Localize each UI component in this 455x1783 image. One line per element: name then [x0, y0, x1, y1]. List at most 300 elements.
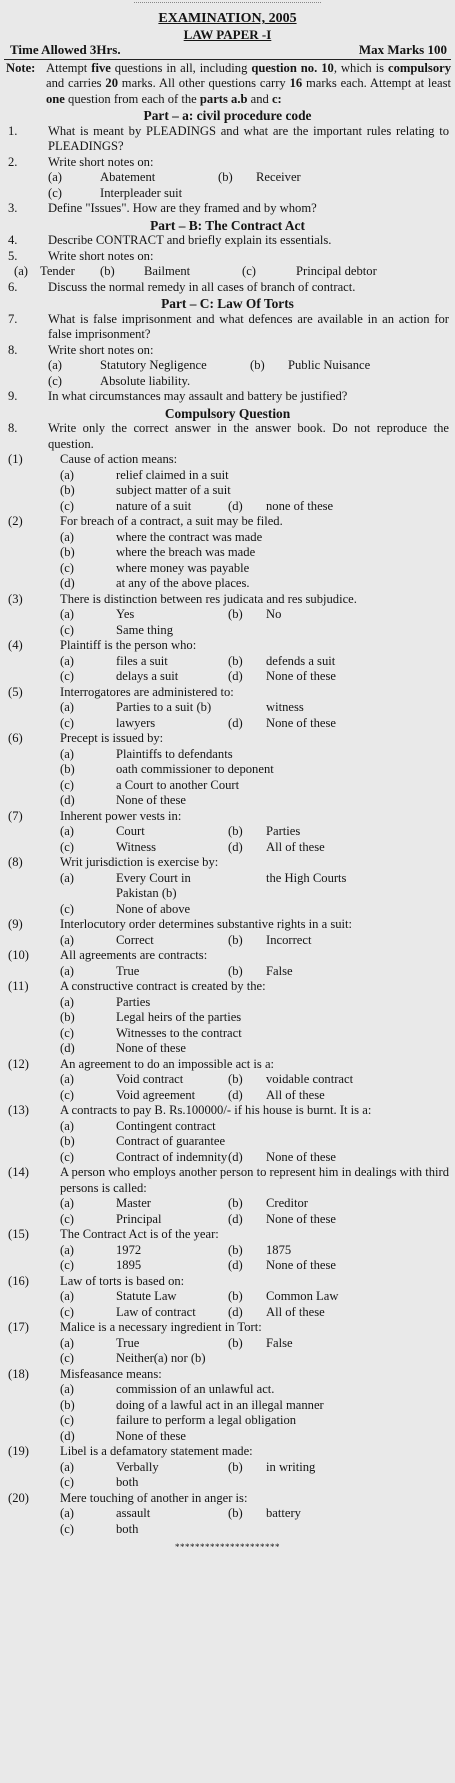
question-text: A person who employs another person to represent him in dealings with third persons is called: — [60, 1165, 449, 1195]
option-text: where the breach was made — [116, 545, 256, 559]
option-label: (a) — [60, 467, 74, 482]
option-row — [4, 374, 451, 390]
question-number: (14) — [8, 1165, 29, 1179]
option-label: (c) — [60, 777, 74, 792]
option-label: (c) — [48, 373, 62, 388]
option-text: doing of a lawful act in an illegal manner — [116, 1397, 324, 1412]
option-row — [4, 654, 451, 670]
mcq-question — [4, 1367, 451, 1383]
mcq-question — [4, 855, 451, 871]
option-label: (c) — [60, 839, 74, 854]
option-label: (c) — [60, 1304, 74, 1319]
option-row — [4, 499, 451, 515]
option-text: defends a suit — [266, 653, 336, 668]
part-c-heading: Part – C: Law Of Torts — [161, 296, 294, 311]
question-number: (20) — [8, 1490, 29, 1505]
question-number: (11) — [8, 979, 29, 993]
end-marker: ********************* — [175, 1542, 280, 1552]
option-label: (b) — [228, 1335, 243, 1350]
option-label: (d) — [228, 1149, 243, 1164]
option-text: Principal — [116, 1211, 162, 1226]
option-text: battery — [266, 1506, 301, 1520]
option-text: Neither(a) nor (b) — [116, 1351, 206, 1365]
option-label: (d) — [228, 715, 243, 730]
mcq-question — [4, 1491, 451, 1507]
question-number: 5. — [8, 248, 18, 263]
question-number: (2) — [8, 514, 23, 528]
option-text: All of these — [266, 1304, 325, 1319]
option-text: Common Law — [266, 1289, 339, 1303]
question-number: 2. — [8, 154, 18, 169]
option-label: (d) — [228, 1087, 243, 1102]
option-label: (c) — [242, 264, 256, 278]
question-number: 9. — [8, 389, 18, 403]
option-row — [4, 1351, 451, 1367]
option-label: (b) — [60, 1397, 75, 1412]
option-label: (b) — [228, 1196, 243, 1210]
option-text: Contract of guarantee — [116, 1134, 226, 1148]
option-text: the High Courts — [266, 870, 347, 885]
instructions-note — [4, 61, 451, 108]
option-text: None of these — [266, 1149, 336, 1164]
option-text: None of these — [266, 715, 336, 730]
option-label: (c) — [60, 622, 74, 637]
option-row — [4, 1475, 451, 1491]
option-text: None of these — [266, 669, 336, 683]
question-8 — [4, 343, 451, 359]
option-label: (a) — [60, 607, 74, 621]
option-row — [4, 716, 451, 732]
question-1 — [4, 124, 451, 155]
option-label: (a) — [60, 1459, 74, 1474]
question-text: Cause of action means: — [60, 452, 178, 466]
option-row — [4, 700, 451, 716]
question-number: 8. — [8, 342, 18, 357]
option-text: failure to perform a legal obligation — [116, 1413, 297, 1427]
question-number: 6. — [8, 279, 18, 294]
option-label: (b) — [228, 1506, 243, 1520]
option-text: Master — [116, 1196, 151, 1210]
option-row — [4, 483, 451, 499]
option-text: None of above — [116, 901, 191, 916]
option-row — [4, 545, 451, 561]
question-number: 8. — [8, 421, 18, 435]
option-row — [4, 1010, 451, 1026]
option-label: (c) — [60, 1521, 74, 1536]
mcq-question — [4, 948, 451, 964]
option-text: Every Court in Pakistan (b) — [116, 870, 191, 900]
question-text: The Contract Act is of the year: — [60, 1227, 219, 1241]
option-text: voidable contract — [266, 1072, 354, 1086]
option-row — [4, 1506, 451, 1522]
option-text: Witnesses to the contract — [116, 1025, 242, 1040]
question-text: For breach of a contract, a suit may be filed. — [60, 514, 283, 528]
mcq-question — [4, 638, 451, 654]
top-divider — [134, 2, 321, 9]
option-text: where the contract was made — [116, 529, 263, 544]
option-label: (c) — [60, 1475, 74, 1489]
option-text: 1895 — [116, 1258, 142, 1272]
option-row — [4, 1305, 451, 1321]
option-label: (d) — [228, 669, 243, 683]
option-text: Witness — [116, 839, 157, 854]
mcq-question — [4, 452, 451, 468]
option-text: Verbally — [116, 1459, 159, 1474]
option-row — [4, 1522, 451, 1538]
question-text: Discuss the normal remedy in all cases of branch of contract. — [48, 279, 356, 294]
question-number: (7) — [8, 808, 23, 823]
option-label: (c) — [60, 669, 74, 683]
compulsory-intro — [4, 421, 451, 452]
option-label: (a) — [60, 746, 74, 761]
question-number: 3. — [8, 201, 18, 215]
option-label — [228, 871, 266, 902]
option-label: (b) — [60, 1134, 75, 1148]
option-label: (a) — [60, 653, 74, 668]
option-text: Same thing — [116, 622, 174, 637]
mcq-question — [4, 1320, 451, 1336]
option-label: (b) — [228, 1459, 243, 1474]
question-text: Law of torts is based on: — [60, 1273, 185, 1288]
question-text: Misfeasance means: — [60, 1366, 162, 1381]
option-row — [4, 530, 451, 546]
option-text: relief claimed in a suit — [116, 467, 229, 482]
question-text: Libel is a defamatory statement made: — [60, 1444, 253, 1458]
option-label: (d) — [228, 498, 243, 513]
option-label: (d) — [60, 1428, 75, 1443]
option-label: (a) — [48, 358, 62, 372]
option-label: (a) — [60, 1289, 74, 1303]
option-label: (c) — [60, 498, 74, 513]
option-text: where money was payable — [116, 560, 250, 575]
question-text: Malice is a necessary ingredient in Tort: — [60, 1320, 262, 1334]
option-text: witness — [266, 700, 304, 714]
option-text: both — [116, 1475, 139, 1489]
option-row — [4, 561, 451, 577]
option-text: True — [116, 963, 140, 978]
option-text: Abatement — [100, 170, 156, 184]
option-label: (b) — [60, 1010, 75, 1024]
option-text: Principal debtor — [296, 264, 377, 278]
option-text: All of these — [266, 1087, 325, 1102]
option-label: (b) — [228, 932, 243, 947]
option-label: (a) — [60, 1196, 74, 1210]
mcq-question — [4, 809, 451, 825]
question-number: 7. — [8, 311, 18, 326]
option-text: in writing — [266, 1459, 316, 1474]
option-label: (d) — [60, 1041, 75, 1055]
option-label: (b) — [228, 607, 243, 621]
option-text: None of these — [266, 1211, 336, 1226]
option-text: subject matter of a suit — [116, 483, 231, 497]
question-number: (6) — [8, 731, 23, 745]
option-text: Receiver — [256, 170, 301, 184]
question-2 — [4, 155, 451, 171]
option-row — [4, 468, 451, 484]
option-label — [228, 700, 266, 716]
question-text: In what circumstances may assault and battery be justified? — [48, 389, 348, 403]
option-row — [4, 669, 451, 685]
option-label: (a) — [60, 824, 74, 838]
question-text: A contracts to pay B. Rs.100000/- if his house is burnt. It is a: — [60, 1103, 372, 1117]
paper-title: LAW PAPER -I — [183, 26, 272, 42]
option-text: All of these — [266, 839, 325, 854]
option-label: (a) — [60, 932, 74, 947]
option-text: Legal heirs of the parties — [116, 1010, 242, 1024]
option-row — [4, 1212, 451, 1228]
question-text: Mere touching of another in anger is: — [60, 1490, 248, 1505]
question-number: (9) — [8, 917, 23, 931]
option-text: False — [266, 963, 293, 978]
option-label: (b) — [228, 1289, 243, 1303]
option-label: (d) — [228, 1304, 243, 1319]
option-row — [4, 840, 451, 856]
question-number: (13) — [8, 1103, 29, 1117]
question-text: Interrogatores are administered to: — [60, 684, 234, 699]
option-label: (c) — [60, 715, 74, 730]
option-row — [4, 186, 451, 202]
option-row — [4, 1258, 451, 1274]
option-label: (a) — [60, 994, 74, 1009]
option-label: (b) — [60, 762, 75, 776]
mcq-question — [4, 685, 451, 701]
question-text: All agreements are contracts: — [60, 948, 208, 962]
question-number: (12) — [8, 1056, 29, 1071]
option-label: (c) — [60, 1025, 74, 1040]
option-text: oath commissioner to deponent — [116, 762, 274, 776]
option-text: Court — [116, 824, 145, 838]
option-label: (a) — [60, 1382, 74, 1396]
question-text: There is distinction between res judicata and res subjudice. — [60, 591, 357, 606]
option-text: Void contract — [116, 1072, 184, 1086]
question-6 — [4, 280, 451, 296]
option-text: nature of a suit — [116, 498, 192, 513]
option-label: (d) — [228, 839, 243, 854]
option-row — [4, 1150, 451, 1166]
option-text: Bailment — [144, 264, 191, 278]
option-text: Incorrect — [266, 932, 312, 947]
option-row — [4, 1119, 451, 1135]
option-row — [4, 1289, 451, 1305]
option-label: (b) — [228, 1072, 243, 1086]
option-row — [4, 1382, 451, 1398]
question-5 — [4, 249, 451, 265]
question-9 — [4, 389, 451, 405]
question-number: (8) — [8, 855, 23, 869]
option-label: (c) — [60, 1351, 74, 1365]
option-label: (a) — [60, 963, 74, 978]
option-row — [4, 824, 451, 840]
option-text: True — [116, 1335, 140, 1350]
option-text: None of these — [266, 1258, 336, 1272]
mcq-question — [4, 592, 451, 608]
option-row — [4, 1072, 451, 1088]
option-row — [4, 1196, 451, 1212]
question-text: Write short notes on: — [48, 154, 154, 169]
option-label: (a) — [60, 1506, 74, 1520]
question-number: (5) — [8, 684, 23, 699]
option-label: (b) — [250, 358, 265, 372]
question-number: (15) — [8, 1227, 29, 1241]
option-row — [4, 1088, 451, 1104]
question-text: An agreement to do an impossible act is a: — [60, 1056, 275, 1071]
option-text: none of these — [266, 498, 334, 513]
option-text: Yes — [116, 607, 135, 621]
mcq-list — [4, 452, 451, 1537]
option-text: Contingent contract — [116, 1118, 216, 1133]
option-text: assault — [116, 1506, 151, 1520]
question-number: (4) — [8, 638, 23, 652]
option-label: (b) — [100, 264, 115, 278]
option-label: (b) — [228, 963, 243, 978]
option-label: (c) — [60, 1087, 74, 1102]
question-number: (3) — [8, 591, 23, 606]
option-text: Parties to a suit (b) — [116, 700, 212, 714]
question-number: (10) — [8, 948, 29, 962]
option-row — [4, 1041, 451, 1057]
mcq-question — [4, 1057, 451, 1073]
option-label: (b) — [228, 1242, 243, 1257]
option-text: Void agreement — [116, 1087, 196, 1102]
mcq-question — [4, 731, 451, 747]
question-number: (16) — [8, 1273, 29, 1288]
max-marks: Max Marks 100 — [358, 42, 447, 57]
option-row — [4, 607, 451, 623]
option-label: (b) — [228, 824, 243, 838]
mcq-question — [4, 514, 451, 530]
mcq-question — [4, 1227, 451, 1243]
option-row — [4, 995, 451, 1011]
question-number: 1. — [8, 123, 18, 138]
option-text: Public Nuisance — [288, 358, 371, 372]
option-label: (c) — [60, 1211, 74, 1226]
question-text: Writ jurisdiction is exercise by: — [60, 855, 219, 869]
question-text: Write only the correct answer in the answer book. Do not reproduce the question. — [48, 421, 449, 451]
exam-title: EXAMINATION, 2005 — [158, 11, 297, 26]
option-row — [4, 933, 451, 949]
part-a-heading: Part – a: civil procedure code — [143, 108, 312, 123]
option-row — [4, 747, 451, 763]
question-number: (18) — [8, 1366, 29, 1381]
option-text: files a suit — [116, 653, 168, 668]
note-text: Attempt five questions in all, including question no. 10, which is compulsory and carries 20 marks. All other questions carry 16 marks each. Attempt at least one question from each of the parts a.b and c: — [46, 60, 452, 106]
mcq-question — [4, 1274, 451, 1290]
option-text: Absolute liability. — [100, 373, 191, 388]
option-text: Parties — [266, 824, 301, 838]
option-label: (d) — [228, 1211, 243, 1226]
question-7 — [4, 312, 451, 343]
option-row — [4, 170, 451, 186]
option-label: (c) — [60, 1413, 74, 1427]
option-row — [4, 1429, 451, 1445]
option-text: Interpleader suit — [100, 185, 183, 200]
option-text: Plaintiffs to defendants — [116, 746, 233, 761]
option-text: False — [266, 1335, 293, 1350]
option-row — [4, 1413, 451, 1429]
option-label: (d) — [60, 793, 75, 807]
option-text: Parties — [116, 994, 151, 1009]
option-row — [4, 1460, 451, 1476]
option-text: delays a suit — [116, 669, 179, 683]
option-row — [4, 1026, 451, 1042]
mcq-question — [4, 1444, 451, 1460]
option-label: (c) — [60, 1258, 74, 1272]
option-label: (c) — [60, 901, 74, 916]
option-text: Tender — [40, 264, 75, 278]
option-label: (d) — [60, 576, 75, 590]
option-text: Contract of indemnity — [116, 1149, 228, 1164]
option-label: (a) — [14, 264, 28, 278]
option-label: (a) — [60, 1072, 74, 1086]
option-label: (c) — [60, 1149, 74, 1164]
option-text: None of these — [116, 1041, 186, 1055]
option-text: Statutory Negligence — [100, 358, 207, 372]
option-row — [4, 264, 451, 280]
option-text: Law of contract — [116, 1304, 196, 1319]
question-text: What is false imprisonment and what defences are available in an action for false imprisonment? — [48, 311, 449, 341]
option-text: both — [116, 1521, 139, 1536]
option-row — [4, 762, 451, 778]
option-row — [4, 1134, 451, 1150]
option-row — [4, 1336, 451, 1352]
question-text: What is meant by PLEADINGS and what are the important rules relating to PLEADINGS? — [48, 123, 449, 153]
option-row — [4, 576, 451, 592]
option-row — [4, 793, 451, 809]
question-text: Interlocutory order determines substantive rights in a suit: — [60, 917, 353, 931]
question-number: (1) — [8, 452, 23, 466]
option-row — [4, 358, 451, 374]
option-label: (a) — [60, 1242, 74, 1257]
option-text: at any of the above places. — [116, 576, 250, 590]
question-text: A constructive contract is created by the: — [60, 979, 266, 993]
option-row — [4, 1398, 451, 1414]
question-4 — [4, 233, 451, 249]
mcq-question — [4, 979, 451, 995]
question-number: (17) — [8, 1320, 29, 1334]
question-number: 4. — [8, 233, 18, 247]
exam-meta — [4, 42, 451, 60]
question-text: Write short notes on: — [48, 248, 154, 263]
mcq-question — [4, 1103, 451, 1119]
option-text: a Court to another Court — [116, 777, 240, 792]
question-number: (19) — [8, 1444, 29, 1458]
question-text: Inherent power vests in: — [60, 808, 182, 823]
option-text: Correct — [116, 932, 154, 947]
option-label: (a) — [60, 1335, 74, 1350]
exam-page — [0, 2, 455, 1783]
option-row — [4, 902, 451, 918]
option-text: commission of an unlawful act. — [116, 1382, 275, 1396]
option-label: (a) — [60, 700, 74, 714]
option-text: lawyers — [116, 715, 156, 730]
option-label: (c) — [60, 560, 74, 575]
compulsory-heading: Compulsory Question — [164, 405, 291, 421]
option-text: 1972 — [116, 1242, 142, 1257]
option-text: Statute Law — [116, 1289, 177, 1303]
question-3 — [4, 201, 451, 217]
question-text: Write short notes on: — [48, 342, 154, 357]
question-text: Describe CONTRACT and briefly explain its essentials. — [48, 233, 332, 247]
option-label: (a) — [60, 1118, 74, 1133]
option-label: (b) — [60, 545, 75, 559]
option-row — [4, 871, 451, 902]
option-row — [4, 964, 451, 980]
option-label: (a) — [60, 529, 74, 544]
option-label: (b) — [60, 483, 75, 497]
option-label: (a) — [48, 170, 62, 184]
option-label: (b) — [228, 653, 243, 668]
option-text: No — [266, 607, 282, 621]
